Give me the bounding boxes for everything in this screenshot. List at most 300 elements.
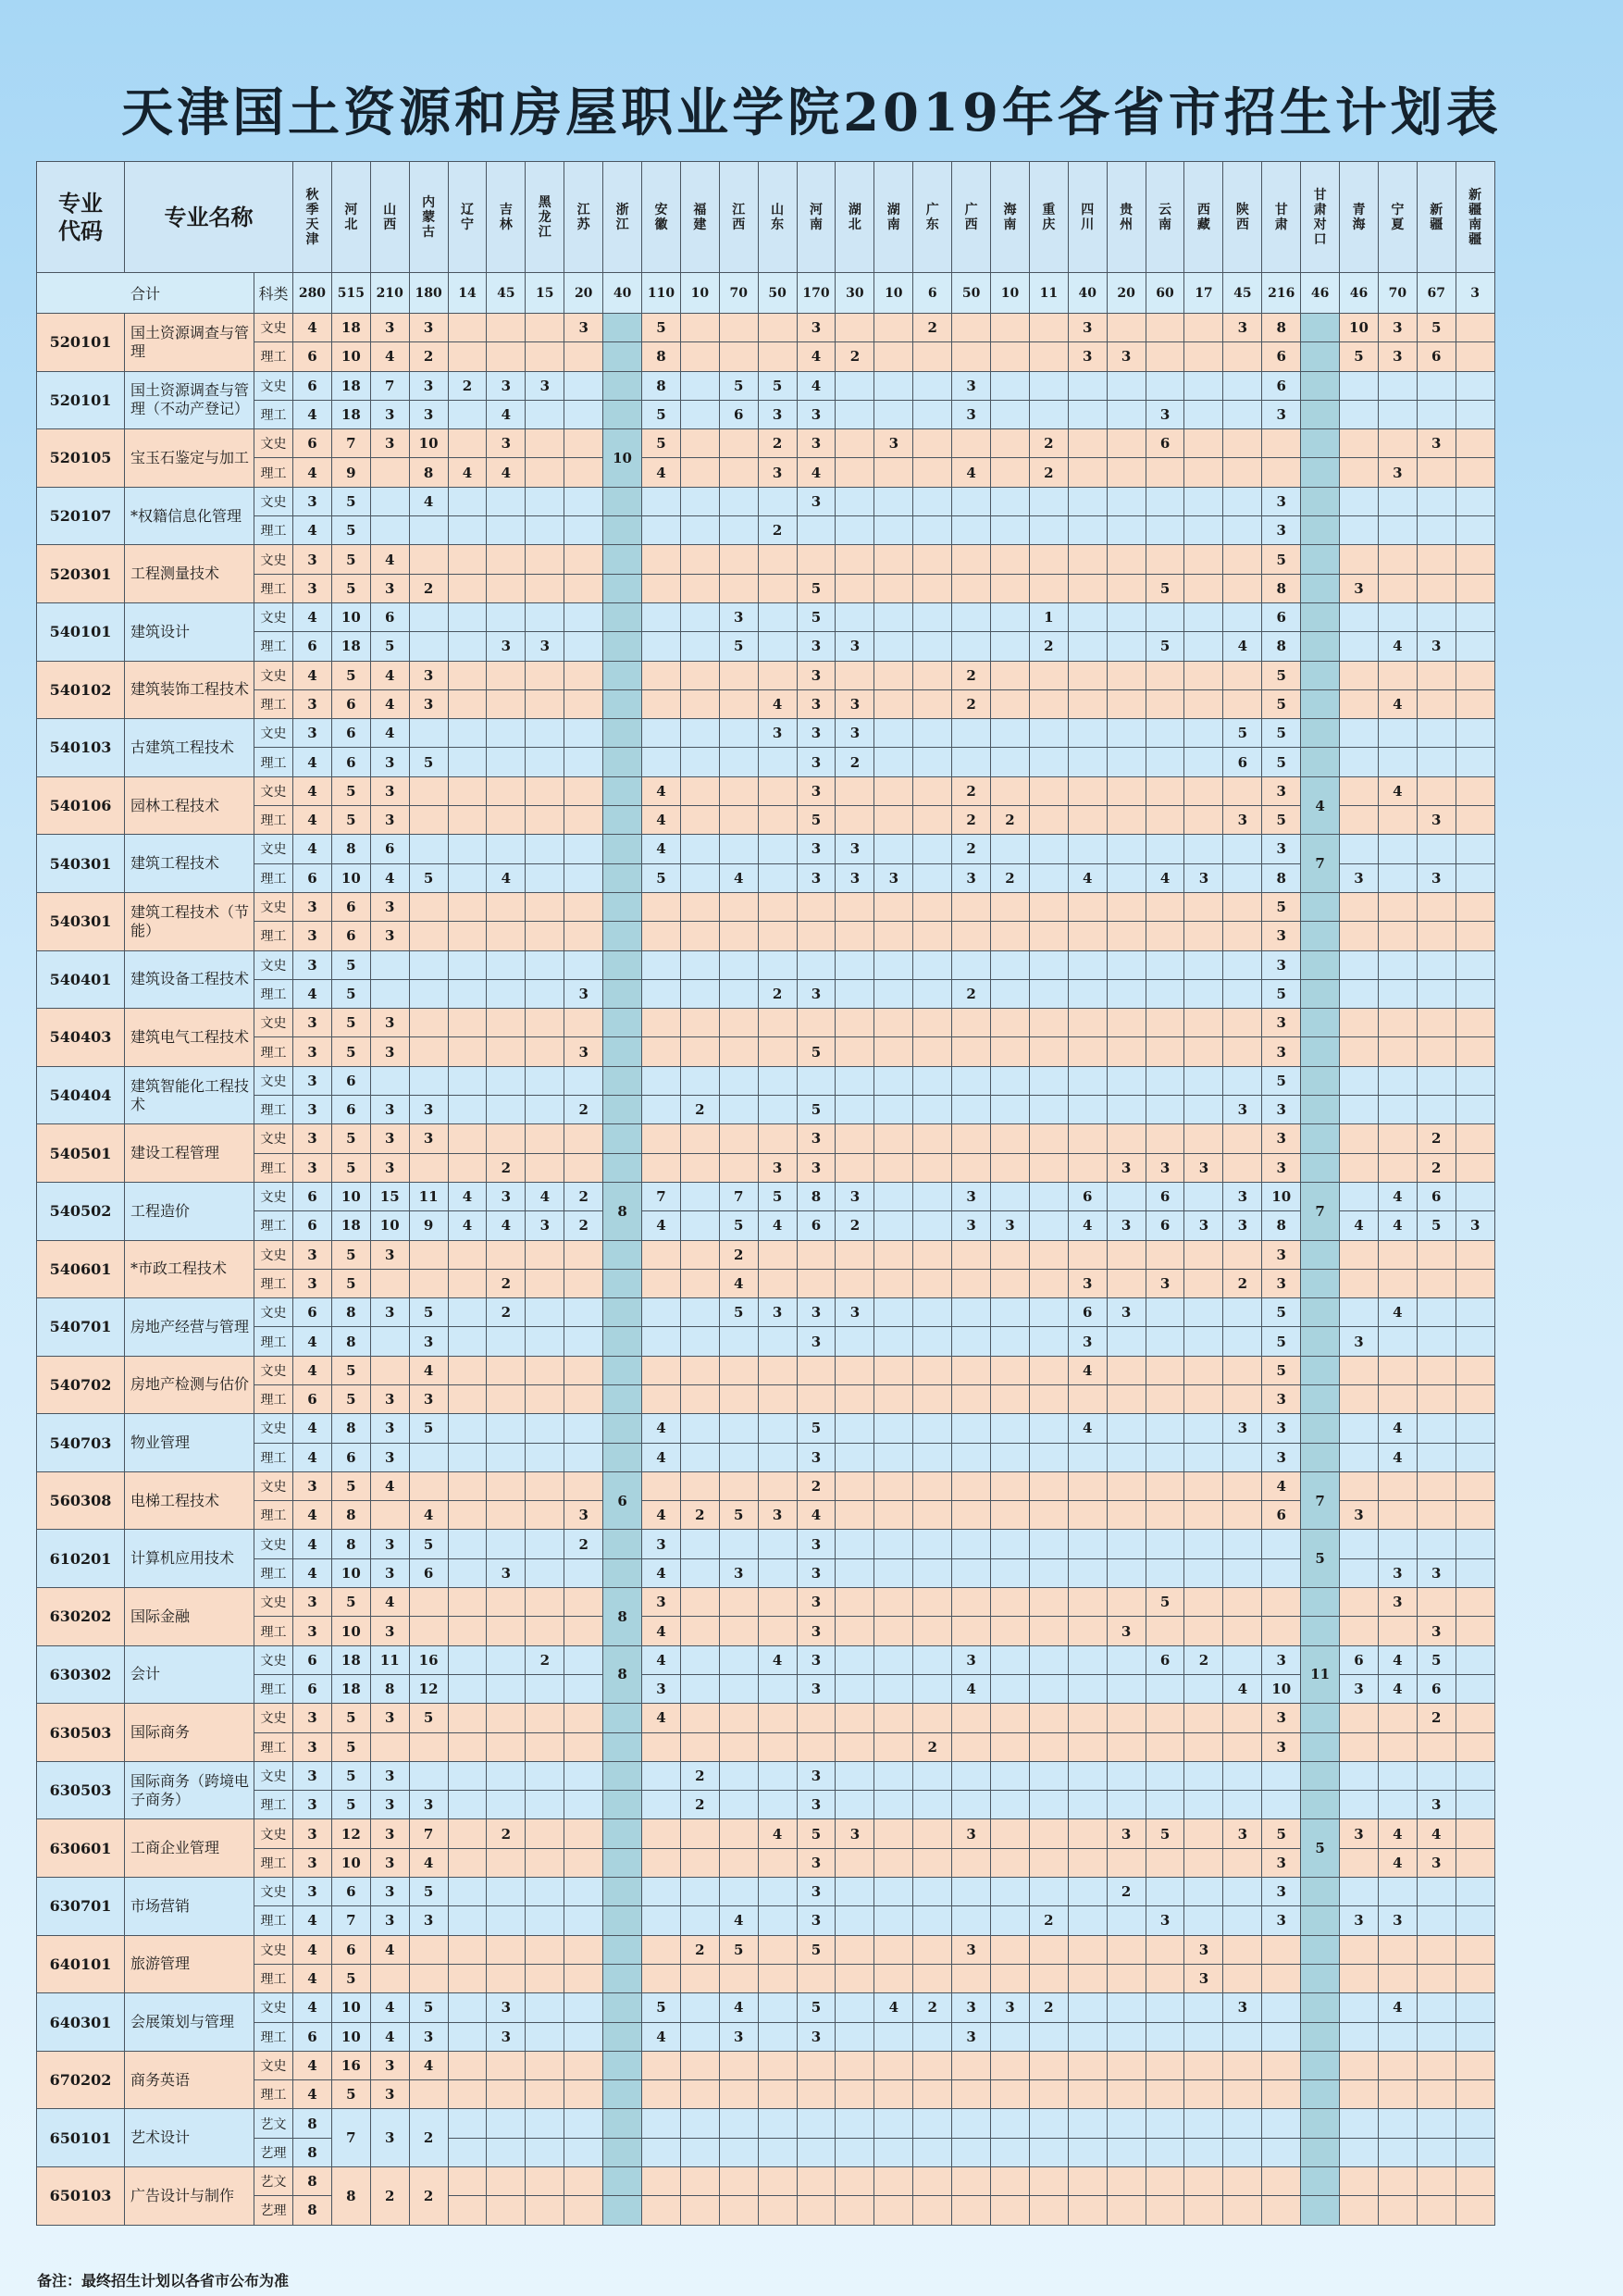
plan-cell: [1456, 602, 1494, 631]
header-province: 青 海: [1340, 162, 1379, 273]
plan-cell: 3: [797, 487, 836, 515]
plan-cell: [1456, 2167, 1494, 2196]
plan-cell: [487, 342, 526, 371]
plan-cell: [1340, 487, 1379, 515]
plan-cell: [1107, 719, 1146, 748]
plan-cell: 2: [680, 1791, 719, 1819]
plan-cell: [1068, 2167, 1107, 2196]
plan-cell: [1417, 1878, 1456, 1906]
plan-cell: 4: [409, 487, 448, 515]
plan-cell: [680, 2080, 719, 2109]
plan-cell: [1340, 545, 1379, 574]
plan-cell: [603, 2196, 642, 2225]
category-cell: 理工: [254, 689, 293, 718]
plan-cell: [409, 1732, 448, 1761]
plan-cell: [836, 1356, 874, 1384]
plan-cell: [1029, 1617, 1068, 1645]
plan-cell: 4: [293, 1935, 332, 1964]
plan-cell: [874, 1704, 913, 1732]
plan-cell: 4: [1068, 863, 1107, 892]
plan-cell: [758, 2051, 797, 2079]
plan-cell: [719, 1645, 758, 1674]
plan-cell: [991, 1791, 1030, 1819]
plan-cell: 3: [1262, 1153, 1301, 1182]
plan-cell: 3: [836, 863, 874, 892]
plan-cell: [836, 602, 874, 631]
plan-cell: [874, 1791, 913, 1819]
plan-cell: [991, 371, 1030, 400]
plan-cell: 10: [1340, 314, 1379, 342]
plan-cell: [913, 806, 952, 835]
plan-cell: [1417, 1240, 1456, 1269]
plan-cell: [991, 2138, 1030, 2166]
plan-cell: 3: [1262, 1414, 1301, 1443]
plan-cell: 3: [952, 371, 991, 400]
plan-cell: [603, 1761, 642, 1790]
plan-cell: [719, 979, 758, 1008]
plan-cell: [1068, 2051, 1107, 2079]
plan-cell: [1340, 2167, 1379, 2196]
plan-cell: [487, 835, 526, 863]
plan-cell: [409, 719, 448, 748]
plan-cell: [1184, 1761, 1223, 1790]
plan-cell: [1184, 719, 1223, 748]
plan-cell: [913, 776, 952, 805]
plan-cell: [1184, 2051, 1223, 2079]
plan-cell: [991, 429, 1030, 458]
plan-cell: 8: [331, 1327, 370, 1356]
plan-cell: [1417, 516, 1456, 545]
plan-cell: [1184, 1327, 1223, 1356]
plan-cell: 3: [797, 1906, 836, 1935]
plan-cell: [836, 1096, 874, 1124]
plan-cell: [1456, 545, 1494, 574]
plan-cell: 3: [874, 863, 913, 892]
plan-cell: 4: [293, 1443, 332, 1471]
plan-cell: 2: [448, 371, 487, 400]
plan-cell: [991, 2109, 1030, 2138]
plan-cell: 3: [1262, 1704, 1301, 1732]
plan-cell: [758, 2022, 797, 2051]
plan-cell: [1107, 487, 1146, 515]
plan-cell: [448, 1964, 487, 1992]
plan-cell: [680, 429, 719, 458]
plan-cell: [1029, 892, 1068, 921]
plan-cell: 2: [409, 574, 448, 602]
plan-cell: [1340, 1935, 1379, 1964]
plan-cell: [1301, 1443, 1340, 1471]
plan-cell: [1068, 632, 1107, 661]
plan-cell: [758, 661, 797, 689]
plan-cell: 4: [1262, 1471, 1301, 1500]
plan-cell: [1184, 2196, 1223, 2225]
plan-cell: [836, 1443, 874, 1471]
plan-cell: [642, 1037, 681, 1066]
plan-cell: 3: [293, 1819, 332, 1848]
plan-cell: [448, 1704, 487, 1732]
plan-cell: 4: [409, 1356, 448, 1384]
plan-cell: [642, 1153, 681, 1182]
plan-cell: [874, 719, 913, 748]
category-cell: 文史: [254, 1993, 293, 2022]
plan-cell: 5: [409, 1414, 448, 1443]
plan-cell: [603, 2138, 642, 2166]
plan-cell: [1146, 2138, 1184, 2166]
plan-cell: [1456, 863, 1494, 892]
plan-cell: [1068, 1240, 1107, 1269]
plan-cell: [487, 1935, 526, 1964]
plan-cell: [1301, 1588, 1340, 1617]
plan-cell: [1029, 1269, 1068, 1297]
plan-cell: [1223, 400, 1262, 428]
plan-cell: [952, 1240, 991, 1269]
plan-cell: 3: [797, 776, 836, 805]
header-province: 重 庆: [1029, 162, 1068, 273]
plan-cell: [1146, 1443, 1184, 1471]
plan-cell: [603, 835, 642, 863]
plan-cell: [1107, 1096, 1146, 1124]
plan-cell: [1301, 2080, 1340, 2109]
plan-cell: [448, 748, 487, 776]
plan-cell: [1456, 1327, 1494, 1356]
plan-cell: 4: [758, 1645, 797, 1674]
plan-cell: [719, 1009, 758, 1037]
plan-cell: [913, 2051, 952, 2079]
plan-cell: 3: [797, 1298, 836, 1327]
plan-cell: [1223, 1471, 1262, 1500]
plan-cell: 2: [487, 1819, 526, 1848]
plan-cell: [1456, 2051, 1494, 2079]
plan-cell: [719, 661, 758, 689]
major-code: 540401: [37, 950, 125, 1009]
total-cell: 20: [564, 273, 603, 314]
plan-cell: [448, 1037, 487, 1066]
plan-cell: [797, 2196, 836, 2225]
plan-cell: [952, 429, 991, 458]
plan-cell: [603, 2109, 642, 2138]
plan-cell: [526, 314, 564, 342]
header-major-name: 专业名称: [125, 162, 293, 273]
category-cell: 艺文: [254, 2167, 293, 2196]
plan-cell: [1378, 1964, 1417, 1992]
plan-cell: [991, 748, 1030, 776]
plan-cell: [1262, 1617, 1301, 1645]
plan-cell: [1340, 1356, 1379, 1384]
plan-cell: [1378, 892, 1417, 921]
plan-cell: [642, 1878, 681, 1906]
plan-cell: [1456, 776, 1494, 805]
plan-cell: 7: [642, 1182, 681, 1210]
plan-cell: [448, 1124, 487, 1153]
plan-cell: [1068, 922, 1107, 950]
plan-cell: [1301, 979, 1340, 1008]
plan-cell: [913, 979, 952, 1008]
plan-cell: 3: [370, 1530, 409, 1558]
plan-cell: [913, 1298, 952, 1327]
plan-cell: 3: [758, 1501, 797, 1530]
plan-cell: [1378, 1009, 1417, 1037]
plan-cell: [1301, 1791, 1340, 1819]
plan-cell: [1262, 1761, 1301, 1790]
plan-cell: 2: [1417, 1153, 1456, 1182]
plan-cell: [1107, 892, 1146, 921]
plan-cell: 2: [1029, 632, 1068, 661]
plan-cell: [952, 1009, 991, 1037]
plan-cell: [564, 1298, 603, 1327]
plan-cell: [758, 1327, 797, 1356]
plan-cell: [952, 342, 991, 371]
plan-cell: [1146, 2167, 1184, 2196]
plan-cell: [991, 1327, 1030, 1356]
plan-cell: [680, 342, 719, 371]
plan-cell: [874, 1182, 913, 1210]
plan-cell: 3: [409, 689, 448, 718]
plan-cell: [1107, 516, 1146, 545]
plan-cell: [487, 2080, 526, 2109]
plan-cell: 3: [370, 1153, 409, 1182]
plan-cell: [564, 632, 603, 661]
plan-cell: [526, 1761, 564, 1790]
plan-cell: [526, 1327, 564, 1356]
plan-cell: 10: [331, 863, 370, 892]
plan-cell: [564, 574, 603, 602]
plan-cell: [1146, 776, 1184, 805]
plan-cell: 4: [1146, 863, 1184, 892]
category-cell: 理工: [254, 806, 293, 835]
plan-cell: [1340, 806, 1379, 835]
plan-cell: [1456, 1124, 1494, 1153]
plan-cell: [642, 2080, 681, 2109]
category-cell: 理工: [254, 2080, 293, 2109]
major-code: 630503: [37, 1704, 125, 1762]
plan-cell: [797, 1732, 836, 1761]
plan-cell: 3: [293, 719, 332, 748]
plan-cell: [1107, 314, 1146, 342]
plan-cell: [1456, 632, 1494, 661]
plan-cell: 3: [1146, 1153, 1184, 1182]
plan-cell: 5: [331, 979, 370, 1008]
plan-cell: [797, 1704, 836, 1732]
plan-cell: [1417, 1588, 1456, 1617]
plan-cell: [1068, 835, 1107, 863]
plan-cell: 10: [331, 342, 370, 371]
plan-cell: 8: [1262, 574, 1301, 602]
plan-cell: 10: [370, 1211, 409, 1240]
plan-cell: 5: [1146, 574, 1184, 602]
plan-cell: [1456, 689, 1494, 718]
plan-cell: [1146, 689, 1184, 718]
plan-cell: [719, 2051, 758, 2079]
total-cell: 20: [1107, 273, 1146, 314]
total-cell: 14: [448, 273, 487, 314]
plan-cell: [409, 1153, 448, 1182]
plan-cell: 3: [409, 371, 448, 400]
category-cell: 文史: [254, 776, 293, 805]
plan-cell: 4: [1068, 1211, 1107, 1240]
plan-cell: [1029, 1298, 1068, 1327]
plan-cell: [526, 1878, 564, 1906]
plan-cell: [448, 2167, 487, 2196]
plan-cell: [564, 1761, 603, 1790]
plan-cell: [1223, 1732, 1262, 1761]
plan-cell: [448, 1645, 487, 1674]
plan-cell: [797, 2051, 836, 2079]
table-row: [37, 1269, 1495, 1297]
plan-cell: [603, 1009, 642, 1037]
plan-cell: 5: [719, 1501, 758, 1530]
table-row: [37, 835, 1495, 863]
plan-cell: [1223, 1935, 1262, 1964]
plan-cell: [1456, 1819, 1494, 1848]
plan-cell: [1417, 1471, 1456, 1500]
plan-cell: [1146, 835, 1184, 863]
plan-cell: 5: [642, 314, 681, 342]
plan-cell: [1107, 1037, 1146, 1066]
plan-cell: [642, 2196, 681, 2225]
plan-cell: [758, 1732, 797, 1761]
plan-cell: 8: [409, 458, 448, 487]
plan-cell: [1184, 2138, 1223, 2166]
plan-cell: [1184, 1066, 1223, 1095]
plan-cell: 3: [370, 574, 409, 602]
plan-cell: [913, 2022, 952, 2051]
plan-cell: [526, 1848, 564, 1877]
plan-cell: 3: [487, 1993, 526, 2022]
plan-cell: [758, 1878, 797, 1906]
category-cell: 文史: [254, 1935, 293, 1964]
plan-cell: [1146, 1761, 1184, 1790]
plan-cell: [1068, 429, 1107, 458]
plan-cell: [1456, 516, 1494, 545]
plan-cell: [680, 806, 719, 835]
table-row: [37, 1501, 1495, 1530]
plan-cell: [1107, 2109, 1146, 2138]
plan-cell: 3: [797, 1848, 836, 1877]
plan-cell: [758, 1617, 797, 1645]
plan-cell: [952, 1704, 991, 1732]
plan-cell: 3: [797, 661, 836, 689]
plan-cell: [680, 1356, 719, 1384]
plan-cell: [680, 1211, 719, 1240]
plan-cell: 5: [1262, 1356, 1301, 1384]
plan-cell: [1301, 342, 1340, 371]
plan-cell: [991, 1009, 1030, 1037]
plan-cell: [1378, 1732, 1417, 1761]
plan-cell: [448, 719, 487, 748]
plan-cell: 5: [642, 429, 681, 458]
plan-cell: [642, 1964, 681, 1992]
plan-cell: [1456, 342, 1494, 371]
plan-cell: 4: [409, 2051, 448, 2079]
plan-cell: 12: [331, 1819, 370, 1848]
plan-cell: 3: [1262, 487, 1301, 515]
plan-cell: [642, 922, 681, 950]
plan-cell: [836, 1935, 874, 1964]
plan-cell: [1378, 1617, 1417, 1645]
plan-cell: 6: [331, 1878, 370, 1906]
plan-cell: [1184, 371, 1223, 400]
plan-cell: 3: [1340, 1819, 1379, 1848]
plan-cell: [1340, 602, 1379, 631]
plan-cell: 11: [409, 1182, 448, 1210]
plan-cell: 3: [370, 922, 409, 950]
plan-cell: [1029, 922, 1068, 950]
plan-cell: [1223, 1153, 1262, 1182]
plan-cell: [1340, 1269, 1379, 1297]
plan-cell: [991, 1443, 1030, 1471]
major-code: 540702: [37, 1356, 125, 1414]
table-row: [37, 632, 1495, 661]
major-name: 园林工程技术: [125, 776, 254, 835]
plan-cell: 5: [331, 1269, 370, 1297]
plan-cell: [1301, 1617, 1340, 1645]
plan-cell: 5: [331, 2080, 370, 2109]
plan-cell: 3: [836, 1819, 874, 1848]
plan-cell: [1378, 1761, 1417, 1790]
plan-cell: [991, 1878, 1030, 1906]
plan-cell: [680, 1530, 719, 1558]
plan-cell: [952, 516, 991, 545]
plan-cell: [642, 1356, 681, 1384]
plan-cell: 3: [1146, 1269, 1184, 1297]
plan-cell: [719, 1037, 758, 1066]
plan-cell: 5: [642, 863, 681, 892]
total-cell: 10: [680, 273, 719, 314]
plan-cell: [1184, 1906, 1223, 1935]
plan-cell: [642, 1935, 681, 1964]
plan-cell: [564, 1153, 603, 1182]
plan-cell: [680, 1037, 719, 1066]
table-row: [37, 1878, 1495, 1906]
plan-cell: [719, 2109, 758, 2138]
plan-cell: [1417, 2022, 1456, 2051]
header-province: 广 东: [913, 162, 952, 273]
plan-cell: 5: [409, 1530, 448, 1558]
footnote: 备注：最终招生计划以各省市公布为准: [37, 2272, 290, 2290]
table-row: [37, 1732, 1495, 1761]
plan-cell: [1146, 1037, 1184, 1066]
plan-cell: [603, 2022, 642, 2051]
plan-cell: [564, 2138, 603, 2166]
plan-cell: [1301, 429, 1340, 458]
plan-cell: [874, 892, 913, 921]
plan-cell: [1340, 458, 1379, 487]
plan-cell: [564, 1558, 603, 1587]
plan-cell: 6: [1417, 342, 1456, 371]
category-cell: 理工: [254, 1964, 293, 1992]
plan-cell: 4: [293, 516, 332, 545]
plan-cell: [1223, 545, 1262, 574]
plan-cell: [1340, 2109, 1379, 2138]
table-row: [37, 1588, 1495, 1617]
total-cell: 46: [1301, 273, 1340, 314]
plan-cell: 2: [680, 1096, 719, 1124]
plan-cell: 3: [293, 1732, 332, 1761]
plan-cell: 5: [331, 1356, 370, 1384]
plan-cell: 4: [642, 1443, 681, 1471]
plan-cell: [680, 458, 719, 487]
plan-cell: [680, 1124, 719, 1153]
plan-cell: [1340, 1617, 1379, 1645]
table-row: [37, 1906, 1495, 1935]
plan-cell: [797, 950, 836, 979]
plan-cell: [719, 892, 758, 921]
plan-cell: [603, 1819, 642, 1848]
plan-cell: 3: [1340, 863, 1379, 892]
plan-cell: [680, 1558, 719, 1587]
plan-cell: [836, 922, 874, 950]
plan-cell: [797, 1356, 836, 1384]
